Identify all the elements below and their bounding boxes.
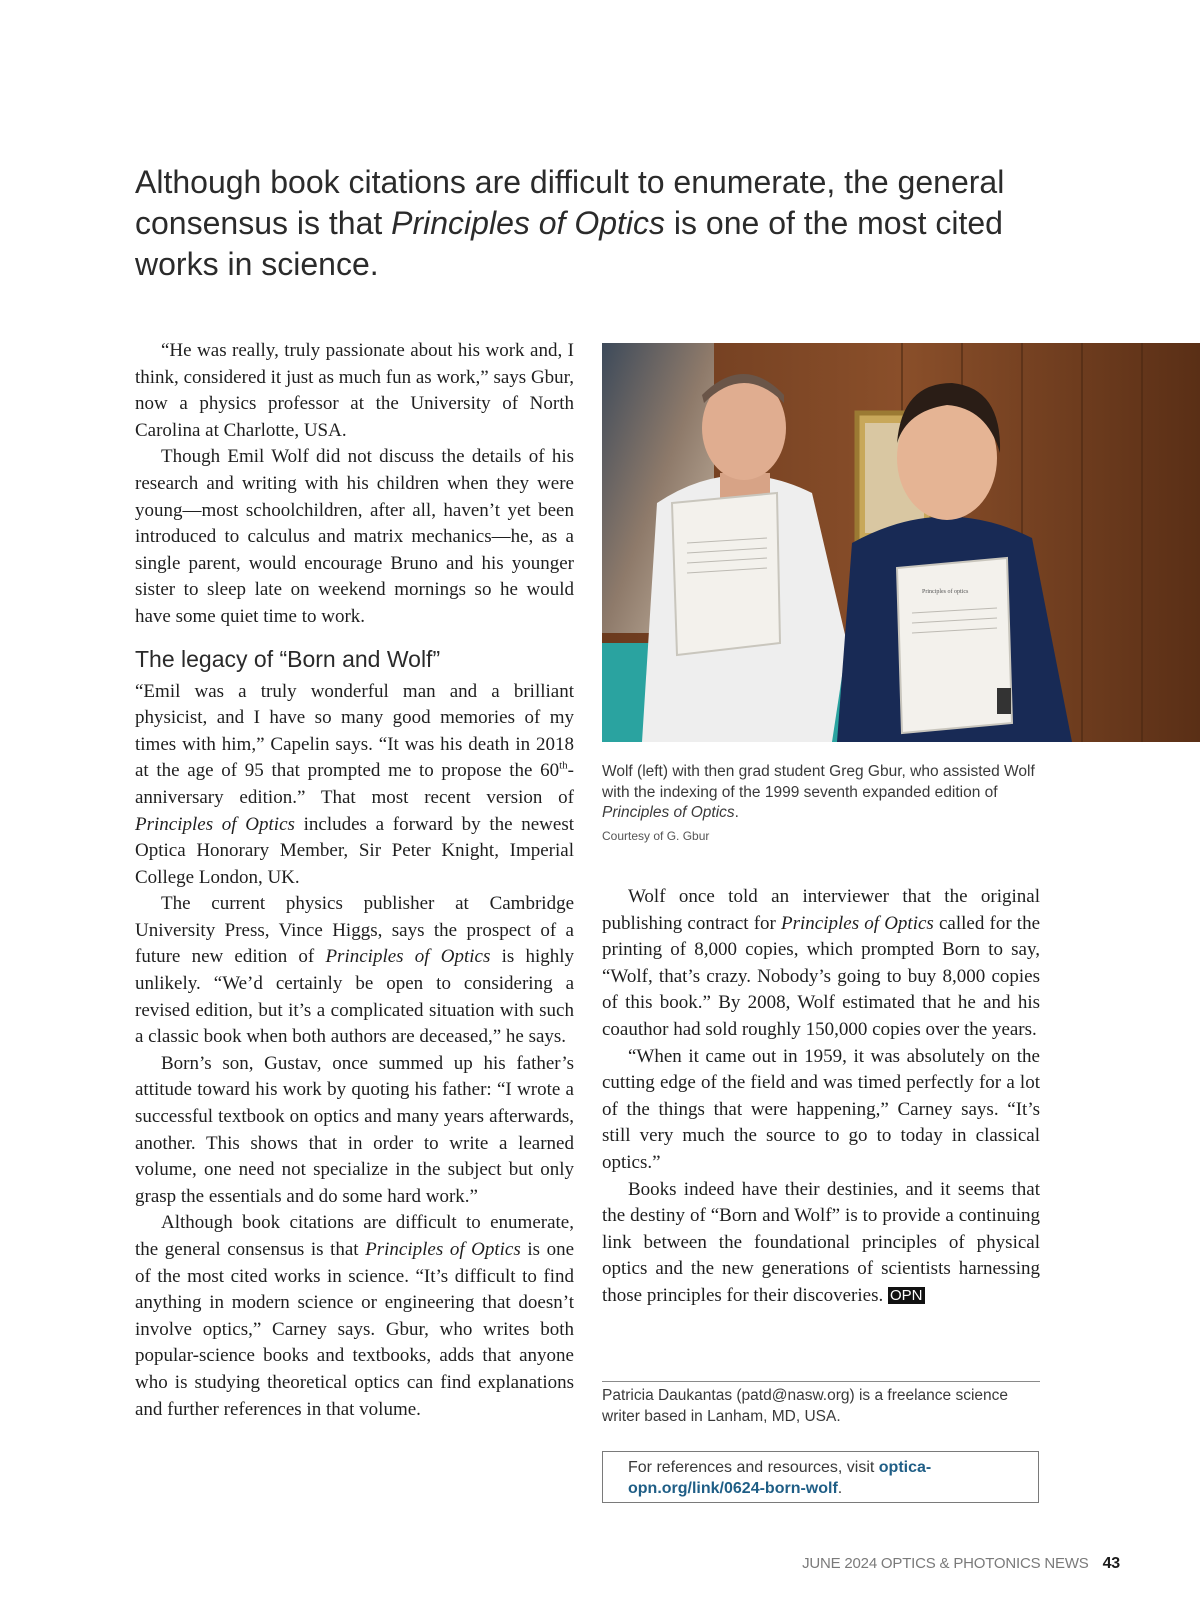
pull-quote: Although book citations are difficult to enumerate, the general consensus is that Principles of Optics is one of the most cited works in science. [135, 164, 1005, 282]
issue-label: JUNE 2024 OPTICS & PHOTONICS NEWS [802, 1555, 1089, 1572]
right-column [602, 884, 1040, 1310]
paragraph: Books indeed have their destinies, and it seems that the destiny of “Born and Wolf” is to provide a continuing link between the foundational principles of physical optics and the new generations of scientists harnessing those principles for their discoveries. OPN [602, 1178, 1040, 1306]
manuscript-left [672, 493, 780, 655]
photo-credit: Courtesy of G. Gbur [602, 829, 710, 843]
page-footer [802, 1555, 1120, 1573]
paragraph: Though Emil Wolf did not discuss the details of his research and writing with his children when they were young—most schoolchildren, after all, haven’t yet been introduced to calculus and matrix mechanics—he, as a single parent, would encourage Bruno and his younger sister to sleep late on weekend mornings so he would have some quiet time to work. [135, 446, 574, 627]
paragraph: “He was really, truly passionate about his work and, I think, considered it just as much fun as work,” says Gbur, now a physics professor at the University of North Carolina at Charlotte, USA. [135, 340, 574, 441]
wristwatch [997, 688, 1011, 714]
paragraph: Born’s son, Gustav, once summed up his father’s attitude toward his work by quoting his father: “I wrote a successful textbook on optics and many years afterwards, another. This shows that in order to write a learned volume, one need not specialize in the subject but only grasp the essentials and do some hard work.” [135, 1052, 574, 1207]
section-heading: The legacy of “Born and Wolf” [135, 645, 441, 672]
paragraph: The current physics publisher at Cambridge University Press, Vince Higgs, says the prospect of a future new edition of Principles of Optics is highly unlikely. “We’d certainly be open to considering a revised edition, but it’s a complicated situation with such a classic book when both authors are deceased,” he says. [135, 893, 575, 1048]
opn-end-mark: OPN [889, 1286, 923, 1304]
manuscript-right [897, 558, 1012, 733]
paragraph: Wolf once told an interviewer that the original publishing contract for Principles of Optics called for the printing of 8,000 copies, which prompted Born to say, “Wolf, that’s crazy. Nobody’s going to buy 8,000 copies of this book.” By 2008, Wolf estimated that he and his coauthor had sold roughly 150,000 copies over the years. [602, 886, 1041, 1040]
photo-caption: Wolf (left) with then grad student Greg Gbur, who assisted Wolf with the indexing of the 1999 seventh expanded edition of Principles of Optics. [602, 763, 1035, 821]
paragraph: Although book citations are difficult to enumerate, the general consensus is that Principles of Optics is one of the most cited works in science. “It’s difficult to find anything in modern science or engineering that doesn’t involve optics,” Carney says. Gbur, who writes both popular-science books and textbooks, adds that anyone who is studying theoretical optics can find explanations and further references in that volume. [135, 1212, 574, 1420]
page-number: 43 [1102, 1555, 1120, 1572]
author-bio: Patricia Daukantas (patd@nasw.org) is a freelance science writer based in Lanham, MD, USA. [602, 1387, 1009, 1425]
divider [602, 1381, 1040, 1382]
manuscript-title: Principles of optics [922, 589, 969, 595]
references-link[interactable]: optica-opn.org/link/0624-born-wolf [628, 1459, 932, 1497]
references-box: For references and resources, visit optica-opn.org/link/0624-born-wolf. [602, 1451, 1039, 1503]
paragraph: “When it came out in 1959, it was absolutely on the cutting edge of the field and was timed perfectly for a lot of the things that were happening,” Carney says. “It’s still very much the source to go to today in classical optics.” [602, 1045, 1040, 1173]
left-column [135, 338, 574, 1423]
paragraph: “Emil was a truly wonderful man and a brilliant physicist, and I have so many good memories of my times with him,” Capelin says. “It was his death in 2018 at the age of 95 that prompted me to propose the 60th-anniversary edition.” That most recent version of Principles of Optics includes a forward by the newest Optica Honorary Member, Sir Peter Knight, Imperial College London, UK. [135, 680, 575, 888]
photo-wolf-and-gbur [602, 343, 1200, 742]
